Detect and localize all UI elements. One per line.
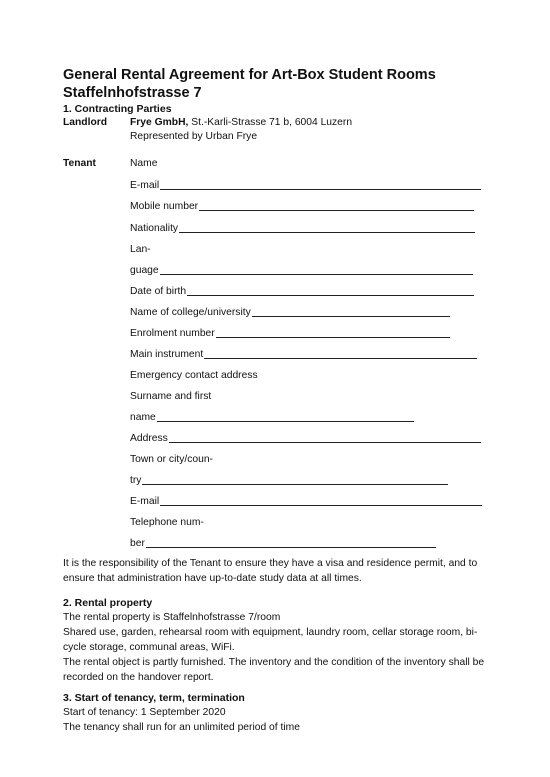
email-blank-line: [160, 189, 481, 190]
document-subtitle: Staffelnhofstrasse 7: [63, 85, 202, 101]
rental-property-line3: The rental object is partly furnished. The inventory and the condition of the inventory shall be recorded on the handover report.: [63, 657, 485, 683]
emergency-phone-field[interactable]: [130, 537, 436, 551]
phone-blank-line: [146, 547, 436, 548]
emergency-address-field[interactable]: [130, 432, 481, 446]
email2-label: E-mail: [130, 496, 160, 507]
language-label-part2: guage: [130, 265, 159, 276]
nationality-label: Nationality: [130, 223, 179, 234]
tenant-label: Tenant: [63, 158, 96, 169]
dob-blank-line: [187, 295, 474, 296]
tenant-enrolment-field[interactable]: [130, 327, 450, 341]
dob-label: Date of birth: [130, 286, 187, 297]
language-label-part1: Lan-: [130, 244, 151, 255]
name-label: Name: [130, 158, 158, 169]
instrument-label: Main instrument: [130, 349, 204, 360]
section-1-heading: 1. Contracting Parties: [63, 103, 172, 115]
landlord-label: Landlord: [63, 117, 108, 128]
tenancy-term-line: The tenancy shall run for an unlimited period of time: [63, 722, 300, 733]
email-label: E-mail: [130, 180, 160, 191]
section-2-heading: 2. Rental property: [63, 597, 153, 609]
surname-blank-line: [157, 421, 414, 422]
tenant-nationality-field[interactable]: [130, 222, 475, 236]
surname-label-part1: Surname and first: [130, 391, 212, 402]
address-blank-line: [169, 442, 481, 443]
emergency-email-field[interactable]: [130, 495, 482, 509]
nationality-blank-line: [179, 232, 475, 233]
town-label-part1: Town or city/coun-: [130, 454, 213, 465]
mobile-label: Mobile number: [130, 201, 199, 212]
enrolment-blank-line: [216, 337, 450, 338]
tenancy-start-line: Start of tenancy: 1 September 2020: [63, 707, 226, 718]
emergency-contact-label: Emergency contact address: [130, 370, 258, 381]
landlord-address: St.-Karli-Strasse 71 b, 6004 Luzern: [188, 117, 353, 128]
phone-label-part2: ber: [130, 538, 145, 549]
language-blank-line: [160, 274, 473, 275]
instrument-blank-line: [204, 358, 477, 359]
landlord-representative: Represented by Urban Frye: [130, 131, 258, 142]
email2-blank-line: [160, 505, 482, 506]
college-label: Name of college/university: [130, 307, 251, 318]
emergency-town-field[interactable]: [130, 474, 448, 488]
enrolment-label: Enrolment number: [130, 328, 215, 339]
tenant-dob-field[interactable]: [130, 285, 474, 299]
phone-label-part1: Telephone num-: [130, 517, 204, 528]
rental-property-line2: Shared use, garden, rehearsal room with equipment, laundry room, cellar storage room, bi-cycle storage, communal areas, WiFi.: [63, 627, 478, 653]
tenant-college-field[interactable]: [130, 306, 450, 320]
landlord-details: [130, 116, 352, 130]
tenant-instrument-field[interactable]: [130, 348, 477, 362]
mobile-blank-line: [199, 210, 474, 211]
landlord-name: Frye GmbH,: [130, 117, 189, 128]
tenant-mobile-field[interactable]: [130, 200, 474, 214]
rental-property-line1: The rental property is Staffelnhofstrasse 7/room: [63, 612, 281, 623]
college-blank-line: [252, 316, 450, 317]
emergency-surname-field[interactable]: [130, 411, 414, 425]
tenant-email-field[interactable]: [130, 179, 481, 193]
surname-label-part2: name: [130, 412, 156, 423]
tenant-language-field[interactable]: [130, 264, 473, 278]
town-label-part2: try: [130, 475, 142, 486]
address-label: Address: [130, 433, 168, 444]
document-title: General Rental Agreement for Art-Box Student Rooms: [63, 67, 436, 83]
tenant-responsibility-note: It is the responsibility of the Tenant to ensure they have a visa and residence permit, and to ensure that administration have up-to-date study data at all times.: [63, 558, 478, 584]
town-blank-line: [142, 484, 448, 485]
tenant-name-field[interactable]: [130, 157, 157, 171]
section-3-heading: 3. Start of tenancy, term, termination: [63, 692, 245, 704]
